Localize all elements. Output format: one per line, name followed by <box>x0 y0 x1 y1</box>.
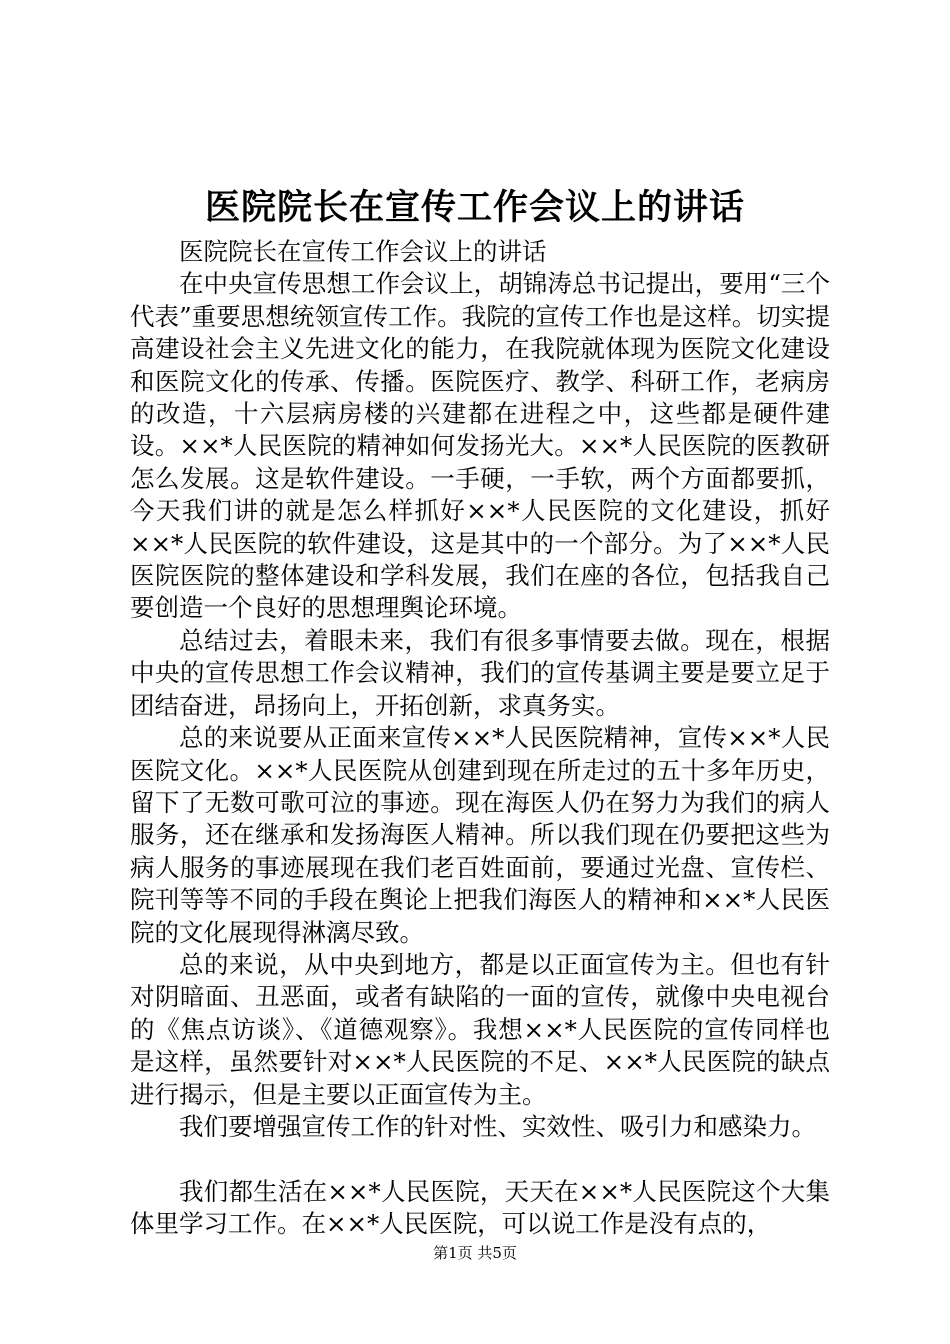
paragraph: 总的来说，从中央到地方，都是以正面宣传为主。但也有针对阴暗面、丑恶面，或者有缺陷的一面的宣传，就像中央电视台的《焦点访谈》、《道德观察》。我想××*人民医院的宣传同样也是这样，虽然要针对××*人民医院的不足、××*人民医院的缺点进行揭示，但是主要以正面宣传为主。 <box>130 949 830 1109</box>
paragraph: 总结过去，着眼未来，我们有很多事情要去做。现在，根据中央的宣传思想工作会议精神，我们的宣传基调主要是要立足于团结奋进，昂扬向上，开拓创新，求真务实。 <box>130 625 830 720</box>
paragraph: 总的来说要从正面来宣传××*人民医院精神，宣传××*人民医院文化。××*人民医院从创建到现在所走过的五十多年历史，留下了无数可歌可泣的事迹。现在海医人仍在努力为我们的病人服务，还在继承和发扬海医人精神。所以我们现在仍要把这些为病人服务的事迹展现在我们老百姓面前，要通过光盘、宣传栏、院刊等等不同的手段在舆论上把我们海医人的精神和××*人民医院的文化展现得淋漓尽致。 <box>130 723 830 947</box>
blank-line <box>130 1143 830 1175</box>
document-subtitle: 医院院长在宣传工作会议上的讲话 <box>179 237 547 266</box>
document-body <box>130 236 830 1241</box>
document-title: 医院院长在宣传工作会议上的讲话 <box>204 187 745 228</box>
paragraph: 我们都生活在××*人民医院，天天在××*人民医院这个大集体里学习工作。在××*人民医院，可以说工作是没有点的， <box>130 1176 830 1239</box>
page-footer: 第1页 共5页 <box>433 1244 517 1262</box>
paragraph: 我们要增强宣传工作的针对性、实效性、吸引力和感染力。 <box>179 1111 816 1141</box>
paragraph: 在中央宣传思想工作会议上，胡锦涛总书记提出，要用“三个代表”重要思想统领宣传工作。我院的宣传工作也是这样。切实提高建设社会主义先进文化的能力，在我院就体现为医院文化建设和医院文化的传承、传播。医院医疗、教学、科研工作，老病房的改造，十六层病房楼的兴建都在进程之中，这些都是硬件建设。××*人民医院的精神如何发扬光大。××*人民医院的医教研怎么发展。这是软件建设。一手硬，一手软，两个方面都要抓，今天我们讲的就是怎么样抓好××*人民医院的文化建设，抓好××*人民医院的软件建设，这是其中的一个部分。为了××*人民医院医院的整体建设和学科发展，我们在座的各位，包括我自己要创造一个良好的思想理舆论环境。 <box>130 269 830 623</box>
